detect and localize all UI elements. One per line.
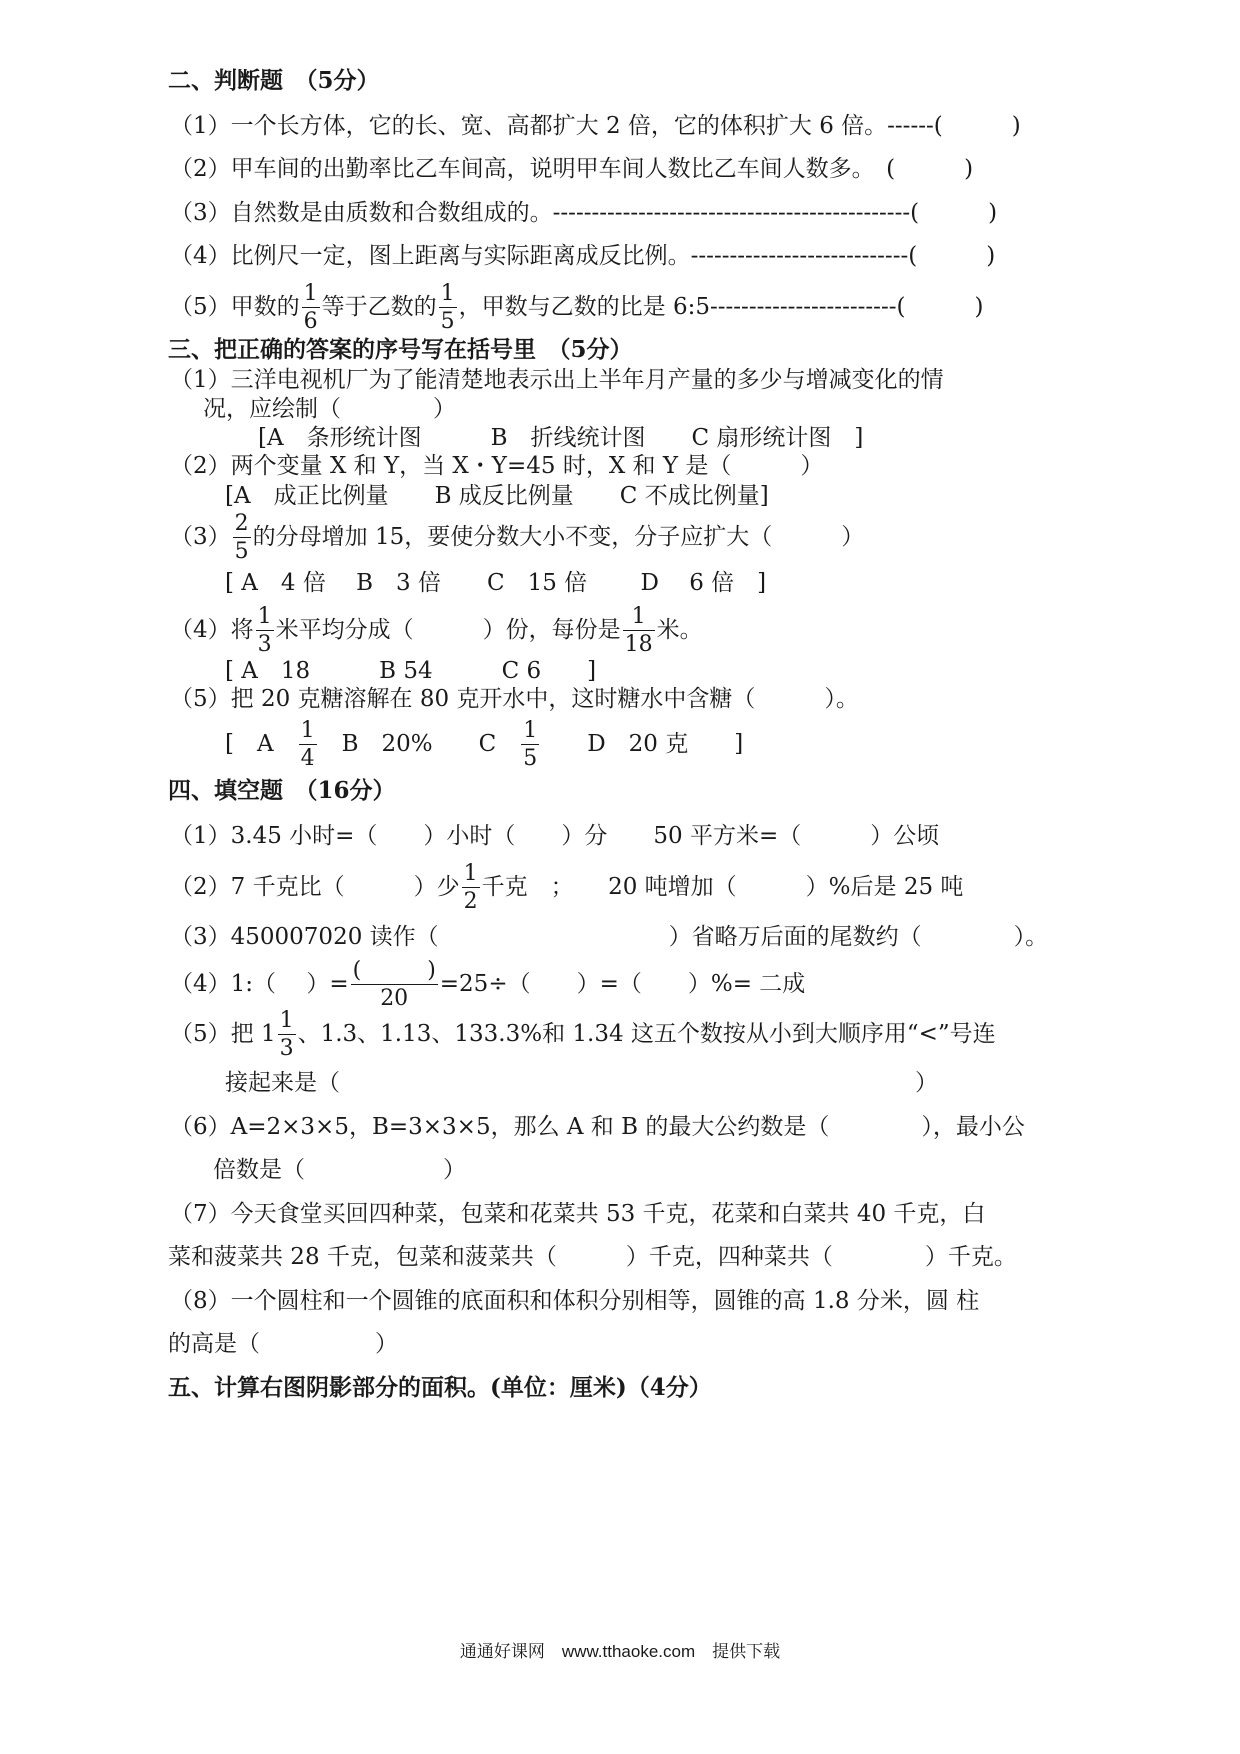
s4-question-7: （7）今天食堂买回四种菜，包菜和花菜共 53 千克，花菜和白菜共 40 千克，白 [170, 1201, 986, 1227]
fraction [521, 720, 539, 770]
section-4-title: 四、填空题 （16分） [168, 777, 396, 804]
s4-question-8-cont: 的高是（ ） [168, 1331, 398, 1357]
s3-question-5: （5）把 20 克糖溶解在 80 克开水中，这时糖水中含糖（ ）。 [170, 686, 859, 712]
fraction [462, 863, 480, 913]
s3-q2-options: [A 成正比例量 B 成反比例量 C 不成比例量] [225, 483, 769, 509]
denominator: 18 [624, 632, 653, 657]
s4-question-6: （6）A=2×3×5，B=3×3×5，那么 A 和 B 的最大公约数是（ ），最小公 [170, 1114, 1025, 1140]
s2-question-2: （2）甲车间的出勤率比乙车间高，说明甲车间人数比乙车间人数多。 ( ) [170, 156, 974, 182]
fraction [299, 720, 317, 770]
numerator: 1 [300, 718, 315, 743]
text: 米。 [656, 617, 703, 643]
numerator: 1 [523, 718, 538, 743]
numerator: ( ) [352, 958, 436, 983]
denominator: 5 [234, 539, 249, 564]
fraction [439, 283, 457, 333]
s4-question-3: （3）450007020 读作（ ）省略万后面的尾数约（ ）。 [170, 924, 1049, 950]
fraction [256, 606, 274, 656]
numerator: 1 [279, 1008, 294, 1033]
text: （4）将 [170, 617, 254, 643]
denominator: 3 [279, 1036, 294, 1061]
s2-question-4: （4）比例尺一定，图上距离与实际距离成反比例。----------------------------( ) [170, 243, 996, 269]
section-3-title: 三、把正确的答案的序号写在括号里 （5分） [168, 336, 633, 363]
s3-question-2: （2）两个变量 X 和 Y，当 X・Y=45 时，X 和 Y 是（ ） [170, 453, 824, 479]
numerator: 1 [257, 604, 272, 629]
fraction [351, 960, 438, 1010]
fraction [233, 513, 251, 563]
fraction [623, 606, 655, 656]
text: （3） [170, 524, 231, 550]
denominator: 5 [523, 746, 538, 771]
fraction [278, 1010, 296, 1060]
numerator: 1 [623, 606, 655, 631]
text: （5）把 1 [170, 1021, 276, 1047]
text: （2）7 千克比（ ）少 [170, 874, 460, 900]
text: =25÷（ ）=（ ）%= 二成 [439, 971, 806, 997]
text: 等于乙数的 [321, 294, 437, 320]
s2-question-3: （3）自然数是由质数和合数组成的。----------------------------------------------( ) [170, 200, 998, 226]
denominator: 6 [303, 309, 318, 334]
s4-question-5 [170, 1010, 996, 1060]
denominator: 2 [463, 889, 478, 914]
s3-q1-options: [A 条形统计图 B 折线统计图 C 扇形统计图 ] [258, 425, 864, 451]
s2-question-5 [170, 283, 983, 333]
s4-question-1: （1）3.45 小时=（ ）小时（ ）分 50 平方米=（ ）公顷 [170, 823, 940, 849]
fraction [302, 283, 320, 333]
s4-question-5-cont: 接起来是（ ） [225, 1070, 938, 1096]
s2-question-1: （1）一个长方体，它的长、宽、高都扩大 2 倍，它的体积扩大 6 倍。------( ) [170, 113, 1021, 139]
s3-question-3 [170, 513, 864, 563]
text: D 20 克 ] [541, 731, 744, 757]
s4-question-6-cont: 倍数是（ ） [213, 1157, 466, 1183]
numerator: 1 [463, 861, 478, 886]
denominator: 4 [300, 746, 315, 771]
footer-source: 通通好课网 www.tthaoke.com 提供下载 [459, 1642, 781, 1661]
text: （4）1:（ ）= [170, 971, 349, 997]
text: （5）甲数的 [170, 294, 300, 320]
numerator: 1 [303, 281, 318, 306]
s4-question-2 [170, 863, 963, 913]
s3-question-1-cont: 况，应绘制（ ） [203, 396, 456, 422]
s3-question-1: （1）三洋电视机厂为了能清楚地表示出上半年月产量的多少与增减变化的情 [170, 367, 944, 393]
text: 米平均分成（ ）份，每份是 [275, 617, 621, 643]
numerator: 1 [440, 281, 455, 306]
text: ，甲数与乙数的比是 6:5------------------------( ) [458, 294, 984, 320]
text: 千克 ； 20 吨增加（ ）%后是 25 吨 [481, 874, 964, 900]
section-2-title: 二、判断题 （5分） [168, 67, 380, 94]
s3-q4-options: [ A 18 B 54 C 6 ] [225, 658, 597, 684]
s3-q3-options: [ A 4 倍 B 3 倍 C 15 倍 D 6 倍 ] [225, 570, 767, 596]
numerator: 2 [234, 511, 249, 536]
denominator: 5 [440, 309, 455, 334]
s4-question-7-cont: 菜和菠菜共 28 千克，包菜和菠菜共（ ）千克，四种菜共（ ）千克。 [168, 1244, 1017, 1270]
section-5-title: 五、计算右图阴影部分的面积。(单位：厘米)（4分） [168, 1374, 712, 1401]
denominator: 20 [380, 986, 409, 1011]
s3-question-4 [170, 606, 703, 656]
text: 的分母增加 15，要使分数大小不变，分子应扩大（ ） [252, 524, 865, 550]
s4-question-4 [170, 960, 805, 1010]
text: B 20% C [318, 731, 497, 757]
s4-question-8: （8）一个圆柱和一个圆锥的底面积和体积分别相等，圆锥的高 1.8 分米，圆 柱 [170, 1288, 980, 1314]
text: 、1.3、1.13、133.3%和 1.34 这五个数按从小到大顺序用“<”号连 [297, 1021, 996, 1047]
s3-q5-options [225, 720, 743, 770]
text: [ A [225, 731, 274, 757]
denominator: 3 [257, 632, 272, 657]
